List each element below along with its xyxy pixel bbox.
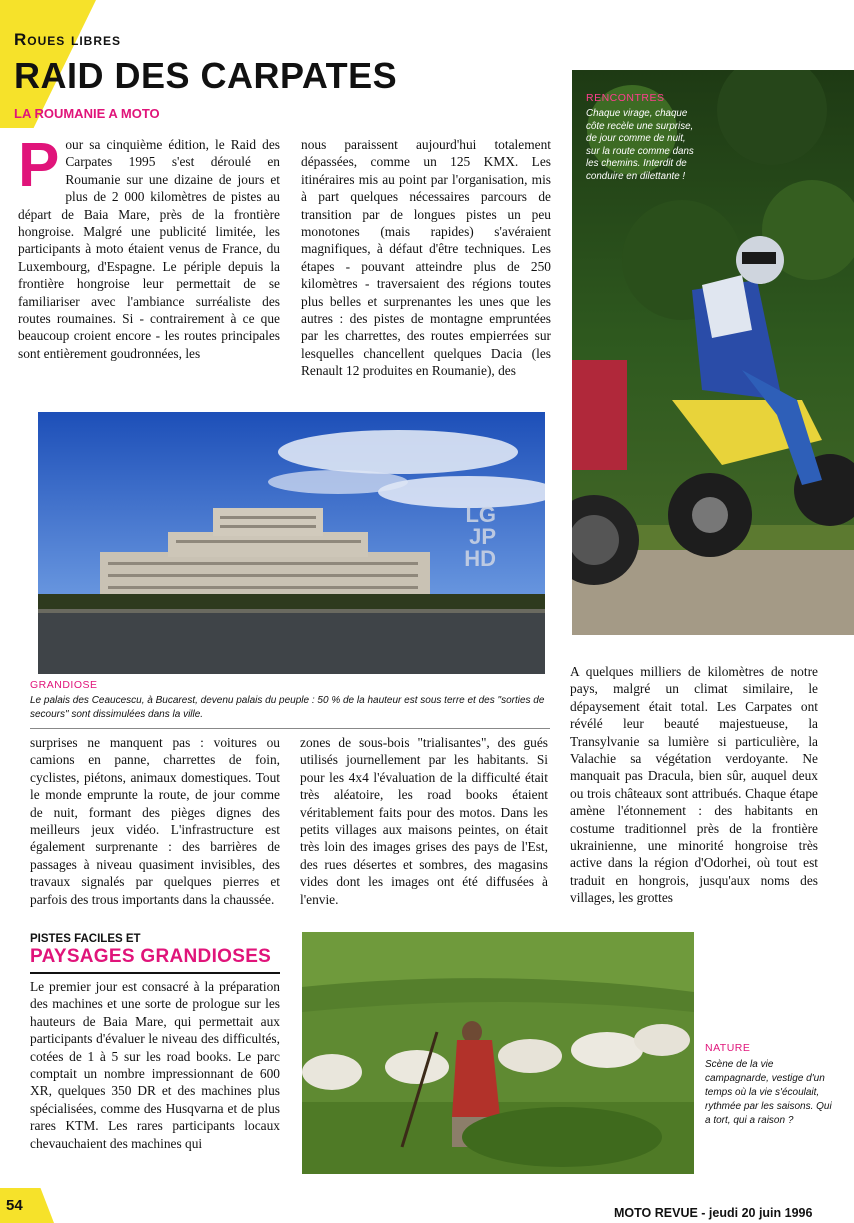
overlay-label: RENCONTRES	[586, 92, 665, 104]
section-kicker: Roues libres	[14, 30, 122, 49]
middle-column-3	[570, 663, 818, 913]
palace-caption-label: GRANDIOSE	[30, 679, 98, 691]
publication-date: - jeudi 20 juin 1996	[697, 1206, 813, 1220]
palace-photo	[38, 412, 545, 674]
overlay-caption: Chaque virage, chaque côte recèle une surprise, de jour comme de nuit, sur la route comme dans les chemins. Interdit de conduire en dilettante !	[586, 108, 694, 182]
intro-column-1	[18, 136, 280, 404]
caption-divider	[30, 728, 550, 729]
middle-column-1	[30, 734, 280, 926]
palace-caption: Le palais des Ceaucescu, à Bucarest, devenu palais du peuple : 50 % de la hauteur est sous terre et des "sorties de secours" sont dissimulées dans la ville.	[30, 695, 545, 720]
middle-col3-text: A quelques milliers de kilomètres de notre pays, malgré un climat similaire, le dépaysement était total. Les Carpates ont révélé leur beauté majestueuse, la Transylvanie sa lumière si particulière, la Valachie sa végétation verdoyante. Ne manquait pas Dracula, bien sûr, auquel deux ou trois châteaux sont attribués. Chaque étape amène l'étonnement : des habitants en costume traditionnel près de la frontière ukrainienne, une minorité hongroise très active dans la région d'Odorhei, où tout est traduit en hongrois, jusqu'aux noms des villages, les grottes	[570, 664, 818, 906]
watermark-line-2: JP	[469, 524, 496, 549]
section-heading-big: PAYSAGES GRANDIOSES	[30, 946, 272, 967]
watermark-line-3: HD	[464, 546, 496, 571]
sheep-photo	[302, 932, 694, 1174]
intro-col1-text: our sa cinquième édition, le Raid des Carpates 1995 s'est déroulé en Roumanie sur une dizaine de jours et plus de 2 000 kilomètres de pistes au départ de Baia Mare, près de la frontière hongroise. Malgré une publicité limitée, les participants à moto étaient venus de France, du Luxembourg, d'Espagne. Le périple depuis la frontière hongroise leur permettait de se familiariser avec l'ambiance surréaliste des routes roumaines. Si - contrairement à ce que beaucoup croient encore - les routes principales sont entièrement goudronnées, les	[18, 137, 280, 361]
rider-photo	[572, 70, 854, 635]
page-number: 54	[6, 1197, 23, 1214]
middle-col2-text: zones de sous-bois "trialisantes", des gués utilisés journellement par les habitants. Si pour les 4x4 l'évaluation de la difficulté était très aléatoire, les road books étaient véritablement faits pour des motos. Dans les petits villages aux maisons peintes, on était très loin des images grises des pays de l'Est, des rues désertes et sombres, des magasins vides dont les images ont été diffusées à l'envie.	[300, 735, 548, 907]
section-heading-small: PISTES FACILES ET	[30, 933, 141, 945]
article-subheadline: LA ROUMANIE A MOTO	[14, 106, 160, 121]
intro-col2-text: nous paraissent aujourd'hui totalement dépassées, comme un 125 KMX. Les itinéraires mis au point par l'organisation, mis à part quelques nécessaires parcours de transition par de longues pistes un peu monotones (mais rapides) s'avéraient magnifiques, à défaut d'être techniques. Les étapes - pouvant atteindre plus de 250 kilomètres - traversaient des régions toutes plus belles et surprenantes les unes que les autres : des pistes de montagne empruntées par les charrettes, des routes empierrées sur lesquelles chancellent quelques Dacia (les Renault 12 produites en Roumanie), des	[301, 137, 551, 379]
intro-column-2	[301, 136, 551, 404]
sheep-caption-label: NATURE	[705, 1042, 751, 1054]
dropcap-letter: P	[18, 136, 60, 200]
middle-column-2	[300, 734, 548, 926]
sheep-caption: Scène de la vie campagnarde, vestige d'un temps où la vie s'écoulait, rythmée par les saisons. Qui a tort, qui a raison ?	[705, 1059, 832, 1126]
publication-name: MOTO REVUE	[614, 1206, 698, 1220]
section-underline	[30, 972, 280, 974]
watermark-logo	[416, 504, 496, 584]
middle-col1-text: surprises ne manquent pas : voitures ou camions en panne, charrettes de foin, cyclistes, piétons, animaux domestiques. Tout le monde emprunte la route, de jour comme de nuit, formant des pièges dignes des meilleurs jeux vidéo. L'infrastructure est également surprenante : des barrières de passages à niveau quasiment invisibles, des travaux signalés par quelques pierres et parfois des trous importants dans la chaussée.	[30, 735, 280, 907]
section-body-text: Le premier jour est consacré à la préparation des machines et une sorte de prologue sur les hauteurs de Baia Mare, qui permettait aux participants d'évaluer le niveau des difficultés, cotées de 1 à 5 sur les road books. Le parc comptait un nombre impressionnant de 600 XR, quelques 350 DR et des machines plus spécialisées, comme des Husqvarna et de plus rares KTM. Les rares participants locaux chevauchaient des machines qui	[30, 979, 280, 1151]
section-body-column	[30, 978, 280, 1174]
article-headline: RAID DES CARPATES	[14, 55, 398, 96]
sheep-photo-image	[302, 932, 694, 1174]
watermark-line-1: LG	[465, 502, 496, 527]
footer-publication-line	[614, 1206, 812, 1220]
